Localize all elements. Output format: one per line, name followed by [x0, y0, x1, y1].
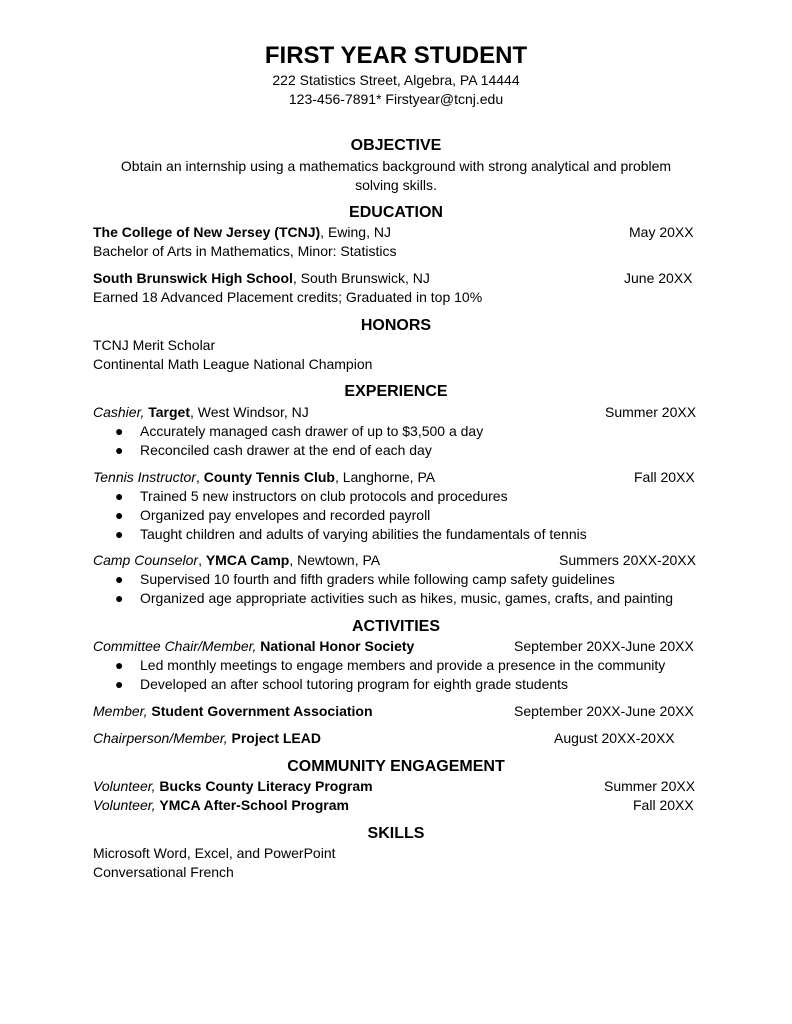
- community-date: Fall 20XX: [633, 797, 694, 813]
- bullet-text: Accurately managed cash drawer of up to $3,500 a day: [140, 423, 484, 439]
- activities-heading: ACTIVITIES: [351, 618, 440, 635]
- activity-role: Member,: [93, 703, 148, 719]
- job-role: Cashier,: [93, 404, 145, 420]
- student-name: FIRST YEAR STUDENT: [264, 42, 528, 69]
- bullet-item: [115, 675, 568, 694]
- bullet-item: [115, 487, 508, 506]
- community-date: Summer 20XX: [604, 778, 696, 794]
- experience-heading: EXPERIENCE: [344, 383, 448, 400]
- bullet-icon: ●: [115, 590, 124, 606]
- job-role: Camp Counselor: [93, 552, 199, 568]
- education-heading: EDUCATION: [349, 204, 443, 221]
- activity-entry: [93, 637, 698, 656]
- bullet-item: [115, 570, 615, 589]
- experience-entry: [93, 403, 698, 422]
- employer-name: YMCA Camp: [205, 552, 290, 568]
- bullet-item: [115, 589, 673, 608]
- activity-date: September 20XX-June 20XX: [514, 703, 694, 719]
- education-date: May 20XX: [629, 224, 694, 240]
- job-location: , Newtown, PA: [289, 552, 381, 568]
- degree-detail: Bachelor of Arts in Mathematics, Minor: Statistics: [93, 243, 397, 259]
- bullet-text: Led monthly meetings to engage members and provide a presence in the community: [140, 657, 666, 673]
- community-entry: [93, 777, 698, 796]
- education-date: June 20XX: [624, 270, 693, 286]
- bullet-text: Trained 5 new instructors on club protocols and procedures: [140, 488, 508, 504]
- bullet-item: [115, 422, 483, 441]
- activity-org: Project LEAD: [231, 730, 321, 746]
- school-name: The College of New Jersey (TCNJ): [93, 224, 321, 240]
- address-line: 222 Statistics Street, Algebra, PA 14444: [272, 72, 520, 88]
- bullet-item: [115, 525, 587, 544]
- activity-entry: [93, 729, 698, 748]
- bullet-icon: ●: [115, 676, 124, 692]
- bullet-item: [115, 656, 665, 675]
- bullet-icon: ●: [115, 657, 124, 673]
- activity-date: August 20XX-20XX: [554, 730, 675, 746]
- job-location: , West Windsor, NJ: [190, 404, 309, 420]
- skill-item: Conversational French: [93, 864, 234, 880]
- activity-entry: [93, 702, 698, 721]
- community-entry: [93, 796, 698, 815]
- bullet-text: Reconciled cash drawer at the end of each day: [140, 442, 432, 458]
- activity-date: September 20XX-June 20XX: [514, 638, 694, 654]
- community-role: Volunteer,: [93, 797, 156, 813]
- job-date: Summers 20XX-20XX: [559, 552, 696, 568]
- education-entry: [93, 223, 698, 242]
- bullet-text: Supervised 10 fourth and fifth graders while following camp safety guidelines: [140, 571, 615, 587]
- experience-entry: Camp Counselor, YMCA Camp, Newtown, PA Summers 20XX-20XX: [93, 552, 696, 568]
- school-location: , South Brunswick, NJ: [292, 270, 430, 286]
- contact-line: 123-456-7891* Firstyear@tcnj.edu: [288, 91, 504, 107]
- honor-item: Continental Math League National Champion: [93, 356, 373, 372]
- bullet-icon: ●: [115, 507, 124, 523]
- community-heading: COMMUNITY ENGAGEMENT: [287, 758, 505, 775]
- job-date: Fall 20XX: [634, 469, 695, 485]
- employer-name: Target: [148, 404, 190, 420]
- school-name: South Brunswick High School: [93, 270, 293, 286]
- bullet-text: Organized pay envelopes and recorded payroll: [140, 507, 431, 523]
- community-org: YMCA After-School Program: [159, 797, 349, 813]
- community-role: Volunteer,: [93, 778, 156, 794]
- honor-item: TCNJ Merit Scholar: [93, 337, 216, 353]
- bullet-icon: ●: [115, 526, 124, 542]
- activity-role: Chairperson/Member,: [93, 730, 228, 746]
- bullet-icon: ●: [115, 423, 124, 439]
- activity-org: Student Government Association: [151, 703, 373, 719]
- bullet-item: [115, 441, 432, 460]
- education-detail: Earned 18 Advanced Placement credits; Graduated in top 10%: [93, 289, 483, 305]
- bullet-icon: ●: [115, 571, 124, 587]
- job-date: Summer 20XX: [605, 404, 697, 420]
- bullet-icon: ●: [115, 442, 124, 458]
- honors-heading: HONORS: [360, 317, 432, 334]
- education-entry: [93, 269, 698, 288]
- activity-role: Committee Chair/Member,: [93, 638, 257, 654]
- objective-heading: OBJECTIVE: [350, 137, 442, 154]
- bullet-text: Organized age appropriate activities such as hikes, music, games, crafts, and painting: [140, 590, 674, 606]
- skill-item: Microsoft Word, Excel, and PowerPoint: [93, 845, 336, 861]
- employer-name: County Tennis Club: [203, 469, 335, 485]
- objective-text: Obtain an internship using a mathematics background with strong analytical and problem solving skills.: [120, 158, 672, 193]
- bullet-text: Taught children and adults of varying abilities the fundamentals of tennis: [140, 526, 587, 542]
- job-location: , Langhorne, PA: [334, 469, 436, 485]
- activity-org: National Honor Society: [260, 638, 415, 654]
- bullet-icon: ●: [115, 488, 124, 504]
- bullet-text: Developed an after school tutoring program for eighth grade students: [140, 676, 569, 692]
- job-role: Tennis Instructor: [93, 469, 196, 485]
- skills-heading: SKILLS: [367, 825, 425, 842]
- school-location: , Ewing, NJ: [320, 224, 391, 240]
- experience-entry: Tennis Instructor, County Tennis Club, Langhorne, PA Fall 20XX: [93, 469, 695, 485]
- community-org: Bucks County Literacy Program: [159, 778, 373, 794]
- bullet-item: [115, 506, 430, 525]
